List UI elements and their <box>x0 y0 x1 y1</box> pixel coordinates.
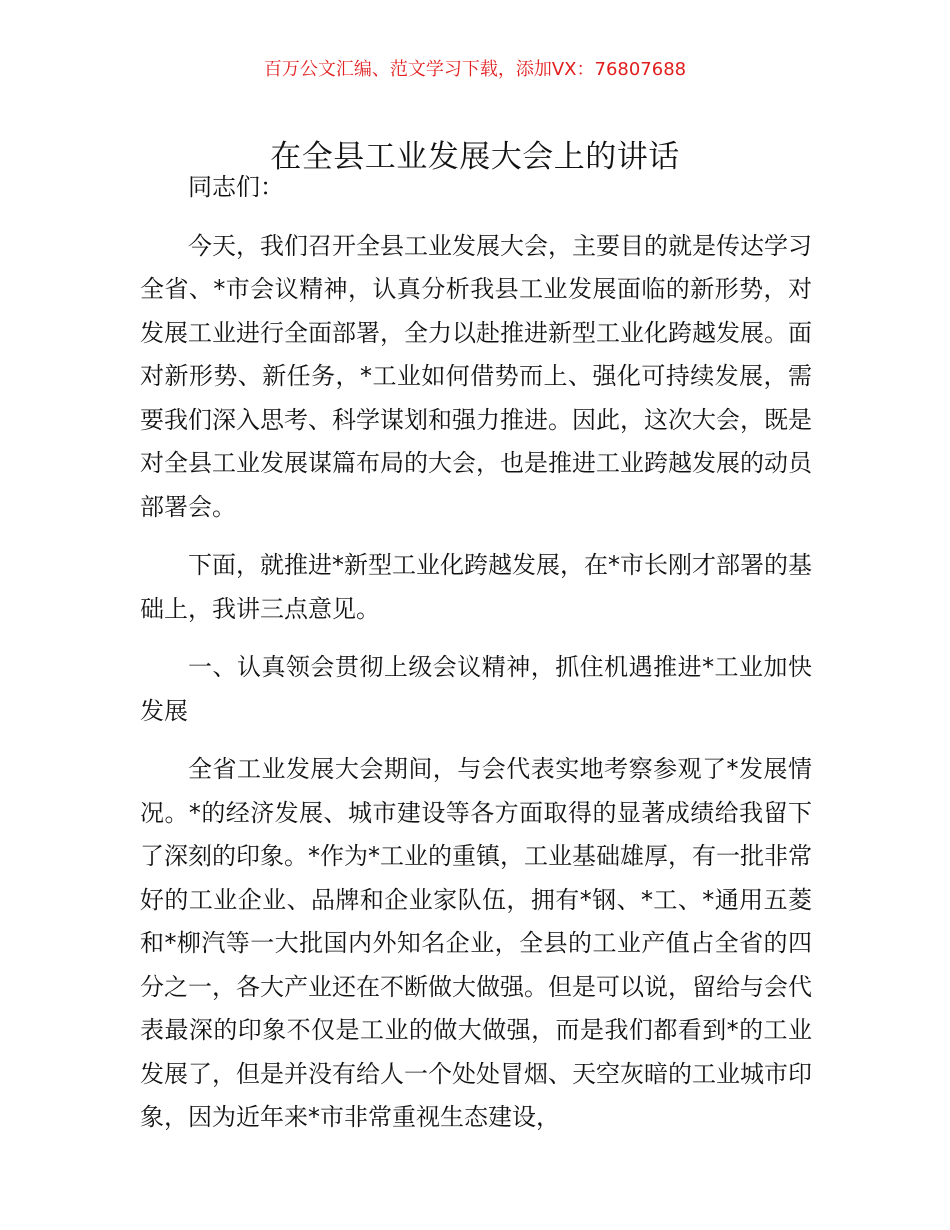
document-body <box>140 166 812 1155</box>
section-heading: 一、认真领会贯彻上级会议精神，抓住机遇推进*工业加快发展 <box>140 653 812 725</box>
salutation-paragraph: 同志们： <box>188 173 284 201</box>
body-paragraph: 全省工业发展大会期间，与会代表实地考察参观了*发展情况。*的经济发展、城市建设等各方面取得的显著成绩给我留下了深刻的印象。*作为*工业的重镇，工业基础雄厚，有一批非常好的工业企业、品牌和企业家队伍，拥有*钢、*工、*通用五菱和*柳汽等一大批国内外知名企业，全县的工业产值占全省的四分之一，各大产业还在不断做大做强。但是可以说，留给与会代表最深的印象不仅是工业的做大做强，而是我们都看到*的工业发展了，但是并没有给人一个处处冒烟、天空灰暗的工业城市印象，因为近年来*市非常重视生态建设， <box>140 755 812 1131</box>
intro-paragraph: 今天，我们召开全县工业发展大会，主要目的就是传达学习全省、*市会议精神，认真分析我县工业发展面临的新形势，对发展工业进行全面部署，全力以赴推进新型工业化跨越发展。面对新形势、新任务，*工业如何借势而上、强化可持续发展，需要我们深入思考、科学谋划和强力推进。因此，这次大会，既是对全县工业发展谋篇布局的大会，也是推进工业跨越发展的动员部署会。 <box>140 231 812 521</box>
outline-paragraph: 下面，就推进*新型工业化跨越发展，在*市长刚才部署的基础上，我讲三点意见。 <box>140 551 812 623</box>
document-title: 在全县工业发展大会上的讲话 <box>270 138 680 175</box>
promo-banner: 百万公文汇编、范文学习下载，添加VX：76807688 <box>263 59 687 80</box>
